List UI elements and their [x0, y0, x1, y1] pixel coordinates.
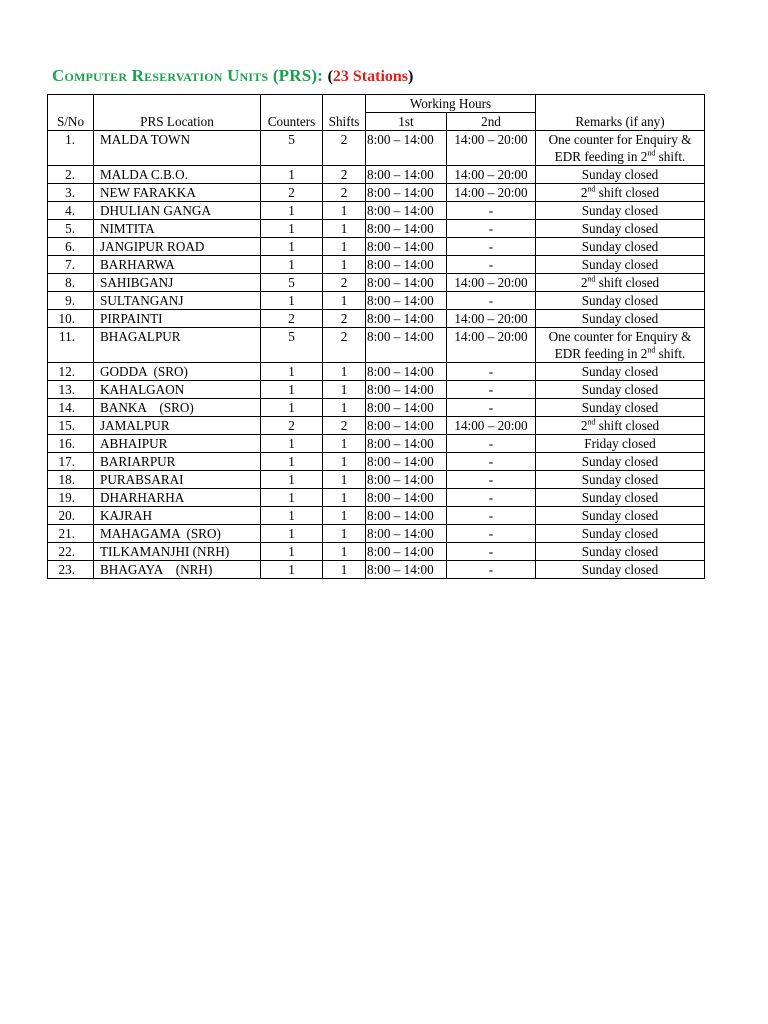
table-row	[48, 238, 705, 256]
cell-shifts: 1	[323, 363, 366, 381]
cell-counters: 1	[261, 292, 323, 310]
table-row	[48, 561, 705, 579]
cell-location: PIRPAINTI	[94, 310, 261, 328]
cell-sno: 9.	[48, 292, 94, 310]
cell-location: BANKA (SRO)	[94, 399, 261, 417]
cell-remarks: Sunday closed	[536, 489, 705, 507]
table-row	[48, 471, 705, 489]
cell-second-shift: -	[447, 399, 536, 417]
cell-shifts: 1	[323, 543, 366, 561]
cell-counters: 1	[261, 363, 323, 381]
cell-location: ABHAIPUR	[94, 435, 261, 453]
cell-counters: 1	[261, 238, 323, 256]
remark-line2-pre: EDR feeding in 2	[554, 346, 648, 361]
cell-location: KAJRAH	[94, 507, 261, 525]
cell-second-shift: -	[447, 435, 536, 453]
cell-shifts: 1	[323, 220, 366, 238]
cell-remarks	[536, 184, 705, 202]
cell-second-shift: -	[447, 381, 536, 399]
cell-remarks: Sunday closed	[536, 166, 705, 184]
cell-sno: 13.	[48, 381, 94, 399]
cell-sno: 18.	[48, 471, 94, 489]
cell-counters: 1	[261, 543, 323, 561]
table-row	[48, 489, 705, 507]
cell-sno: 23.	[48, 561, 94, 579]
table-row	[48, 453, 705, 471]
table-row	[48, 435, 705, 453]
cell-sno: 17.	[48, 453, 94, 471]
remark-post: shift closed	[595, 418, 660, 433]
cell-sno: 11.	[48, 328, 94, 363]
table-row	[48, 417, 705, 435]
cell-shifts: 1	[323, 453, 366, 471]
title-open-paren: (	[327, 68, 333, 85]
cell-first-shift: 8:00 – 14:00	[366, 131, 447, 166]
cell-counters: 1	[261, 381, 323, 399]
table-row	[48, 131, 705, 166]
cell-sno: 4.	[48, 202, 94, 220]
cell-sno: 2.	[48, 166, 94, 184]
cell-shifts: 2	[323, 274, 366, 292]
cell-location: JANGIPUR ROAD	[94, 238, 261, 256]
table-row	[48, 363, 705, 381]
cell-sno: 8.	[48, 274, 94, 292]
cell-shifts: 1	[323, 202, 366, 220]
remark-line2-post: shift.	[655, 346, 686, 361]
header-remarks: Remarks (if any)	[536, 95, 705, 131]
table-row	[48, 328, 705, 363]
remark-pre: 2	[580, 275, 588, 290]
cell-second-shift: -	[447, 543, 536, 561]
cell-first-shift: 8:00 – 14:00	[366, 310, 447, 328]
cell-first-shift: 8:00 – 14:00	[366, 363, 447, 381]
prs-table	[47, 94, 705, 579]
cell-second-shift: 14:00 – 20:00	[447, 166, 536, 184]
cell-shifts: 1	[323, 525, 366, 543]
cell-location: KAHALGAON	[94, 381, 261, 399]
cell-location: JAMALPUR	[94, 417, 261, 435]
cell-shifts: 1	[323, 489, 366, 507]
cell-shifts: 2	[323, 328, 366, 363]
cell-shifts: 1	[323, 507, 366, 525]
header-working-hours: Working Hours	[366, 95, 536, 113]
table-row	[48, 220, 705, 238]
remark-line2-post: shift.	[655, 149, 686, 164]
table-row	[48, 256, 705, 274]
table-row	[48, 399, 705, 417]
cell-counters: 1	[261, 507, 323, 525]
remark-line1: One counter for Enquiry &	[548, 132, 692, 147]
cell-counters: 2	[261, 417, 323, 435]
table-row	[48, 543, 705, 561]
cell-first-shift: 8:00 – 14:00	[366, 381, 447, 399]
cell-location: DHULIAN GANGA	[94, 202, 261, 220]
cell-remarks	[536, 274, 705, 292]
cell-counters: 1	[261, 399, 323, 417]
table-row	[48, 381, 705, 399]
header-second-shift: 2nd	[447, 113, 536, 131]
header-shifts: Shifts	[323, 95, 366, 131]
cell-location: BARHARWA	[94, 256, 261, 274]
table-row	[48, 166, 705, 184]
cell-first-shift: 8:00 – 14:00	[366, 525, 447, 543]
cell-location: SULTANGANJ	[94, 292, 261, 310]
cell-sno: 14.	[48, 399, 94, 417]
cell-second-shift: 14:00 – 20:00	[447, 131, 536, 166]
cell-first-shift: 8:00 – 14:00	[366, 507, 447, 525]
cell-location: MALDA C.B.O.	[94, 166, 261, 184]
cell-location: NEW FARAKKA	[94, 184, 261, 202]
cell-sno: 3.	[48, 184, 94, 202]
cell-shifts: 1	[323, 471, 366, 489]
remark-sup: nd	[587, 184, 596, 194]
cell-first-shift: 8:00 – 14:00	[366, 328, 447, 363]
cell-location: PURABSARAI	[94, 471, 261, 489]
title-station-count: 23 Stations	[332, 68, 409, 85]
cell-first-shift: 8:00 – 14:00	[366, 471, 447, 489]
cell-remarks: Sunday closed	[536, 238, 705, 256]
cell-second-shift: -	[447, 238, 536, 256]
cell-counters: 1	[261, 471, 323, 489]
cell-counters: 5	[261, 328, 323, 363]
cell-remarks: Sunday closed	[536, 561, 705, 579]
cell-remarks: Sunday closed	[536, 202, 705, 220]
cell-counters: 1	[261, 435, 323, 453]
remark-line2-pre: EDR feeding in 2	[554, 149, 648, 164]
table-header	[48, 95, 705, 131]
cell-sno: 19.	[48, 489, 94, 507]
cell-counters: 1	[261, 453, 323, 471]
cell-second-shift: 14:00 – 20:00	[447, 417, 536, 435]
cell-remarks	[536, 417, 705, 435]
cell-first-shift: 8:00 – 14:00	[366, 417, 447, 435]
cell-shifts: 2	[323, 166, 366, 184]
cell-location: BARIARPUR	[94, 453, 261, 471]
remark-sup: nd	[587, 417, 596, 427]
cell-second-shift: -	[447, 202, 536, 220]
cell-location: GODDA (SRO)	[94, 363, 261, 381]
table-row	[48, 525, 705, 543]
cell-shifts: 1	[323, 292, 366, 310]
header-location: PRS Location	[94, 95, 261, 131]
cell-sno: 20.	[48, 507, 94, 525]
cell-shifts: 1	[323, 399, 366, 417]
cell-remarks: Sunday closed	[536, 381, 705, 399]
cell-sno: 21.	[48, 525, 94, 543]
cell-location: TILKAMANJHI (NRH)	[94, 543, 261, 561]
page-title	[52, 66, 413, 86]
cell-location: BHAGALPUR	[94, 328, 261, 363]
cell-sno: 7.	[48, 256, 94, 274]
cell-remarks: Friday closed	[536, 435, 705, 453]
cell-sno: 5.	[48, 220, 94, 238]
cell-location: BHAGAYA (NRH)	[94, 561, 261, 579]
cell-shifts: 1	[323, 381, 366, 399]
cell-shifts: 1	[323, 435, 366, 453]
cell-second-shift: -	[447, 489, 536, 507]
title-main: Computer Reservation Units (PRS):	[52, 66, 328, 85]
cell-first-shift: 8:00 – 14:00	[366, 399, 447, 417]
cell-remarks: Sunday closed	[536, 399, 705, 417]
cell-first-shift: 8:00 – 14:00	[366, 202, 447, 220]
table-row	[48, 202, 705, 220]
cell-remarks: Sunday closed	[536, 292, 705, 310]
cell-second-shift: 14:00 – 20:00	[447, 184, 536, 202]
cell-sno: 15.	[48, 417, 94, 435]
cell-counters: 1	[261, 525, 323, 543]
remark-line2-sup: nd	[647, 345, 656, 355]
cell-first-shift: 8:00 – 14:00	[366, 489, 447, 507]
cell-shifts: 2	[323, 417, 366, 435]
cell-first-shift: 8:00 – 14:00	[366, 166, 447, 184]
cell-location: NIMTITA	[94, 220, 261, 238]
cell-remarks: Sunday closed	[536, 453, 705, 471]
cell-remarks	[536, 131, 705, 166]
remark-post: shift closed	[595, 275, 660, 290]
cell-second-shift: -	[447, 220, 536, 238]
cell-first-shift: 8:00 – 14:00	[366, 435, 447, 453]
cell-remarks: Sunday closed	[536, 310, 705, 328]
cell-remarks: Sunday closed	[536, 363, 705, 381]
cell-second-shift: -	[447, 256, 536, 274]
cell-counters: 1	[261, 202, 323, 220]
cell-counters: 1	[261, 220, 323, 238]
remark-line1: One counter for Enquiry &	[548, 329, 692, 344]
cell-counters: 5	[261, 131, 323, 166]
cell-second-shift: -	[447, 507, 536, 525]
cell-sno: 12.	[48, 363, 94, 381]
cell-shifts: 1	[323, 561, 366, 579]
cell-second-shift: -	[447, 471, 536, 489]
cell-second-shift: -	[447, 453, 536, 471]
cell-second-shift: 14:00 – 20:00	[447, 310, 536, 328]
cell-counters: 1	[261, 256, 323, 274]
table-row	[48, 507, 705, 525]
table-row	[48, 274, 705, 292]
cell-second-shift: -	[447, 292, 536, 310]
cell-remarks: Sunday closed	[536, 507, 705, 525]
cell-second-shift: -	[447, 561, 536, 579]
cell-second-shift: 14:00 – 20:00	[447, 328, 536, 363]
cell-second-shift: -	[447, 363, 536, 381]
cell-first-shift: 8:00 – 14:00	[366, 184, 447, 202]
cell-location: MAHAGAMA (SRO)	[94, 525, 261, 543]
cell-first-shift: 8:00 – 14:00	[366, 561, 447, 579]
cell-first-shift: 8:00 – 14:00	[366, 220, 447, 238]
cell-sno: 1.	[48, 131, 94, 166]
cell-remarks	[536, 328, 705, 363]
cell-shifts: 2	[323, 310, 366, 328]
cell-remarks: Sunday closed	[536, 220, 705, 238]
table-row	[48, 292, 705, 310]
cell-counters: 2	[261, 184, 323, 202]
cell-counters: 1	[261, 561, 323, 579]
cell-counters: 2	[261, 310, 323, 328]
cell-location: DHARHARHA	[94, 489, 261, 507]
cell-counters: 1	[261, 489, 323, 507]
cell-location: MALDA TOWN	[94, 131, 261, 166]
cell-remarks: Sunday closed	[536, 543, 705, 561]
cell-counters: 5	[261, 274, 323, 292]
cell-shifts: 2	[323, 131, 366, 166]
remark-post: shift closed	[595, 185, 660, 200]
cell-second-shift: 14:00 – 20:00	[447, 274, 536, 292]
remark-sup: nd	[587, 274, 596, 284]
header-sno: S/No	[48, 95, 94, 131]
cell-first-shift: 8:00 – 14:00	[366, 274, 447, 292]
cell-remarks: Sunday closed	[536, 256, 705, 274]
cell-sno: 10.	[48, 310, 94, 328]
cell-shifts: 1	[323, 256, 366, 274]
header-first-shift: 1st	[366, 113, 447, 131]
table-row	[48, 310, 705, 328]
table-row	[48, 184, 705, 202]
remark-pre: 2	[580, 185, 588, 200]
cell-second-shift: -	[447, 525, 536, 543]
cell-shifts: 2	[323, 184, 366, 202]
cell-sno: 6.	[48, 238, 94, 256]
cell-first-shift: 8:00 – 14:00	[366, 453, 447, 471]
cell-location: SAHIBGANJ	[94, 274, 261, 292]
cell-first-shift: 8:00 – 14:00	[366, 256, 447, 274]
cell-first-shift: 8:00 – 14:00	[366, 238, 447, 256]
header-counters: Counters	[261, 95, 323, 131]
cell-first-shift: 8:00 – 14:00	[366, 543, 447, 561]
title-close-paren: )	[408, 68, 414, 85]
cell-first-shift: 8:00 – 14:00	[366, 292, 447, 310]
cell-remarks: Sunday closed	[536, 525, 705, 543]
cell-sno: 16.	[48, 435, 94, 453]
table-body	[48, 131, 705, 579]
cell-counters: 1	[261, 166, 323, 184]
cell-shifts: 1	[323, 238, 366, 256]
cell-remarks: Sunday closed	[536, 471, 705, 489]
cell-sno: 22.	[48, 543, 94, 561]
remark-pre: 2	[580, 418, 588, 433]
remark-line2-sup: nd	[647, 148, 656, 158]
